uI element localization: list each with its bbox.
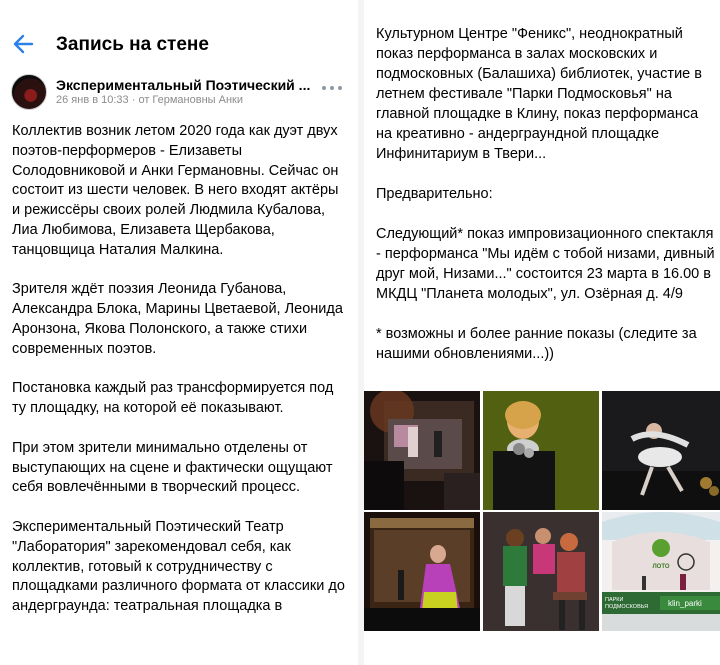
photo-6[interactable]: [602, 512, 720, 631]
post-header: [0, 72, 358, 114]
left-panel: [0, 0, 358, 665]
photo-grid: [364, 391, 720, 631]
post-text-right: Культурном Центре "Феникс", неоднократный показ перформанса в залах московских и подмосковных (Балашиха) библиотек, участие в летнем фестивале "Парки Подмосковья" на главной площадке в Клину, показ перформанса на креативно - андерграундной площадке Инфинитариум в Твери... Предварительно: Следующий* показ импровизационного спектакля - перформанса "Мы идём с тобой низами, дивный друг мой, Низами..." состоится 23 марта в 16.00 в МКДЦ "Планета молодых", ул. Озёрная д. 4/9 * возможны и более ранние показы (следите за нашими обновлениями...)): [376, 26, 715, 362]
page-title: Запись на стене: [56, 34, 209, 55]
back-arrow-icon[interactable]: [10, 30, 38, 58]
photo-3[interactable]: [602, 391, 720, 510]
banner-text-right: klin_parki: [668, 599, 702, 608]
post-author[interactable]: Экспериментальный Поэтический ...: [56, 77, 311, 93]
photo-1[interactable]: [364, 391, 480, 510]
more-options-icon[interactable]: [322, 84, 344, 94]
post-date[interactable]: 26 янв в 10:33: [56, 94, 129, 106]
post-via[interactable]: · от Германовны Анки: [131, 94, 243, 106]
banner-text-left: ПАРКИ ПОДМОСКОВЬЯ: [605, 597, 649, 610]
photo-4[interactable]: [364, 512, 480, 631]
bottom-strip: [364, 631, 720, 665]
photo-2[interactable]: [483, 391, 599, 510]
post-meta: [56, 94, 243, 106]
avatar[interactable]: [11, 74, 47, 110]
right-panel: [364, 0, 720, 665]
post-text-left: Коллектив возник летом 2020 года как дуэт двух поэтов-перформеров - Елизаветы Солодовниковой и Анки Германовны. Сейчас он состоит из шести человек. В него входят актёры и режиссёры своих ролей Людмила Кубалова, Лиа Любимова, Елизавета Щербакова, танцовщица Наталия Малкина. Зрителя ждёт поэзия Леонида Губанова, Александра Блока, Марины Цветаевой, Леонида Аронзона, Якова Полонского, а также стихи современных поэтов. Постановка каждый раз трансформируется под ту площадку, на которой её показывают. При этом зрители минимально отделены от выступающих на сцене и фактически ощущают себя вовлечёнными в творческий процесс. Экспериментальный Поэтический Театр "Лаборатория" зарекомендовал себя, как коллектив, готовый к сотрудничеству с площадками различного формата от классики до андерграунда: театральная площадка в: [12, 123, 345, 615]
top-bar: [0, 0, 358, 70]
photo-5[interactable]: [483, 512, 599, 631]
banner-logo: ЛОТО: [652, 564, 670, 570]
